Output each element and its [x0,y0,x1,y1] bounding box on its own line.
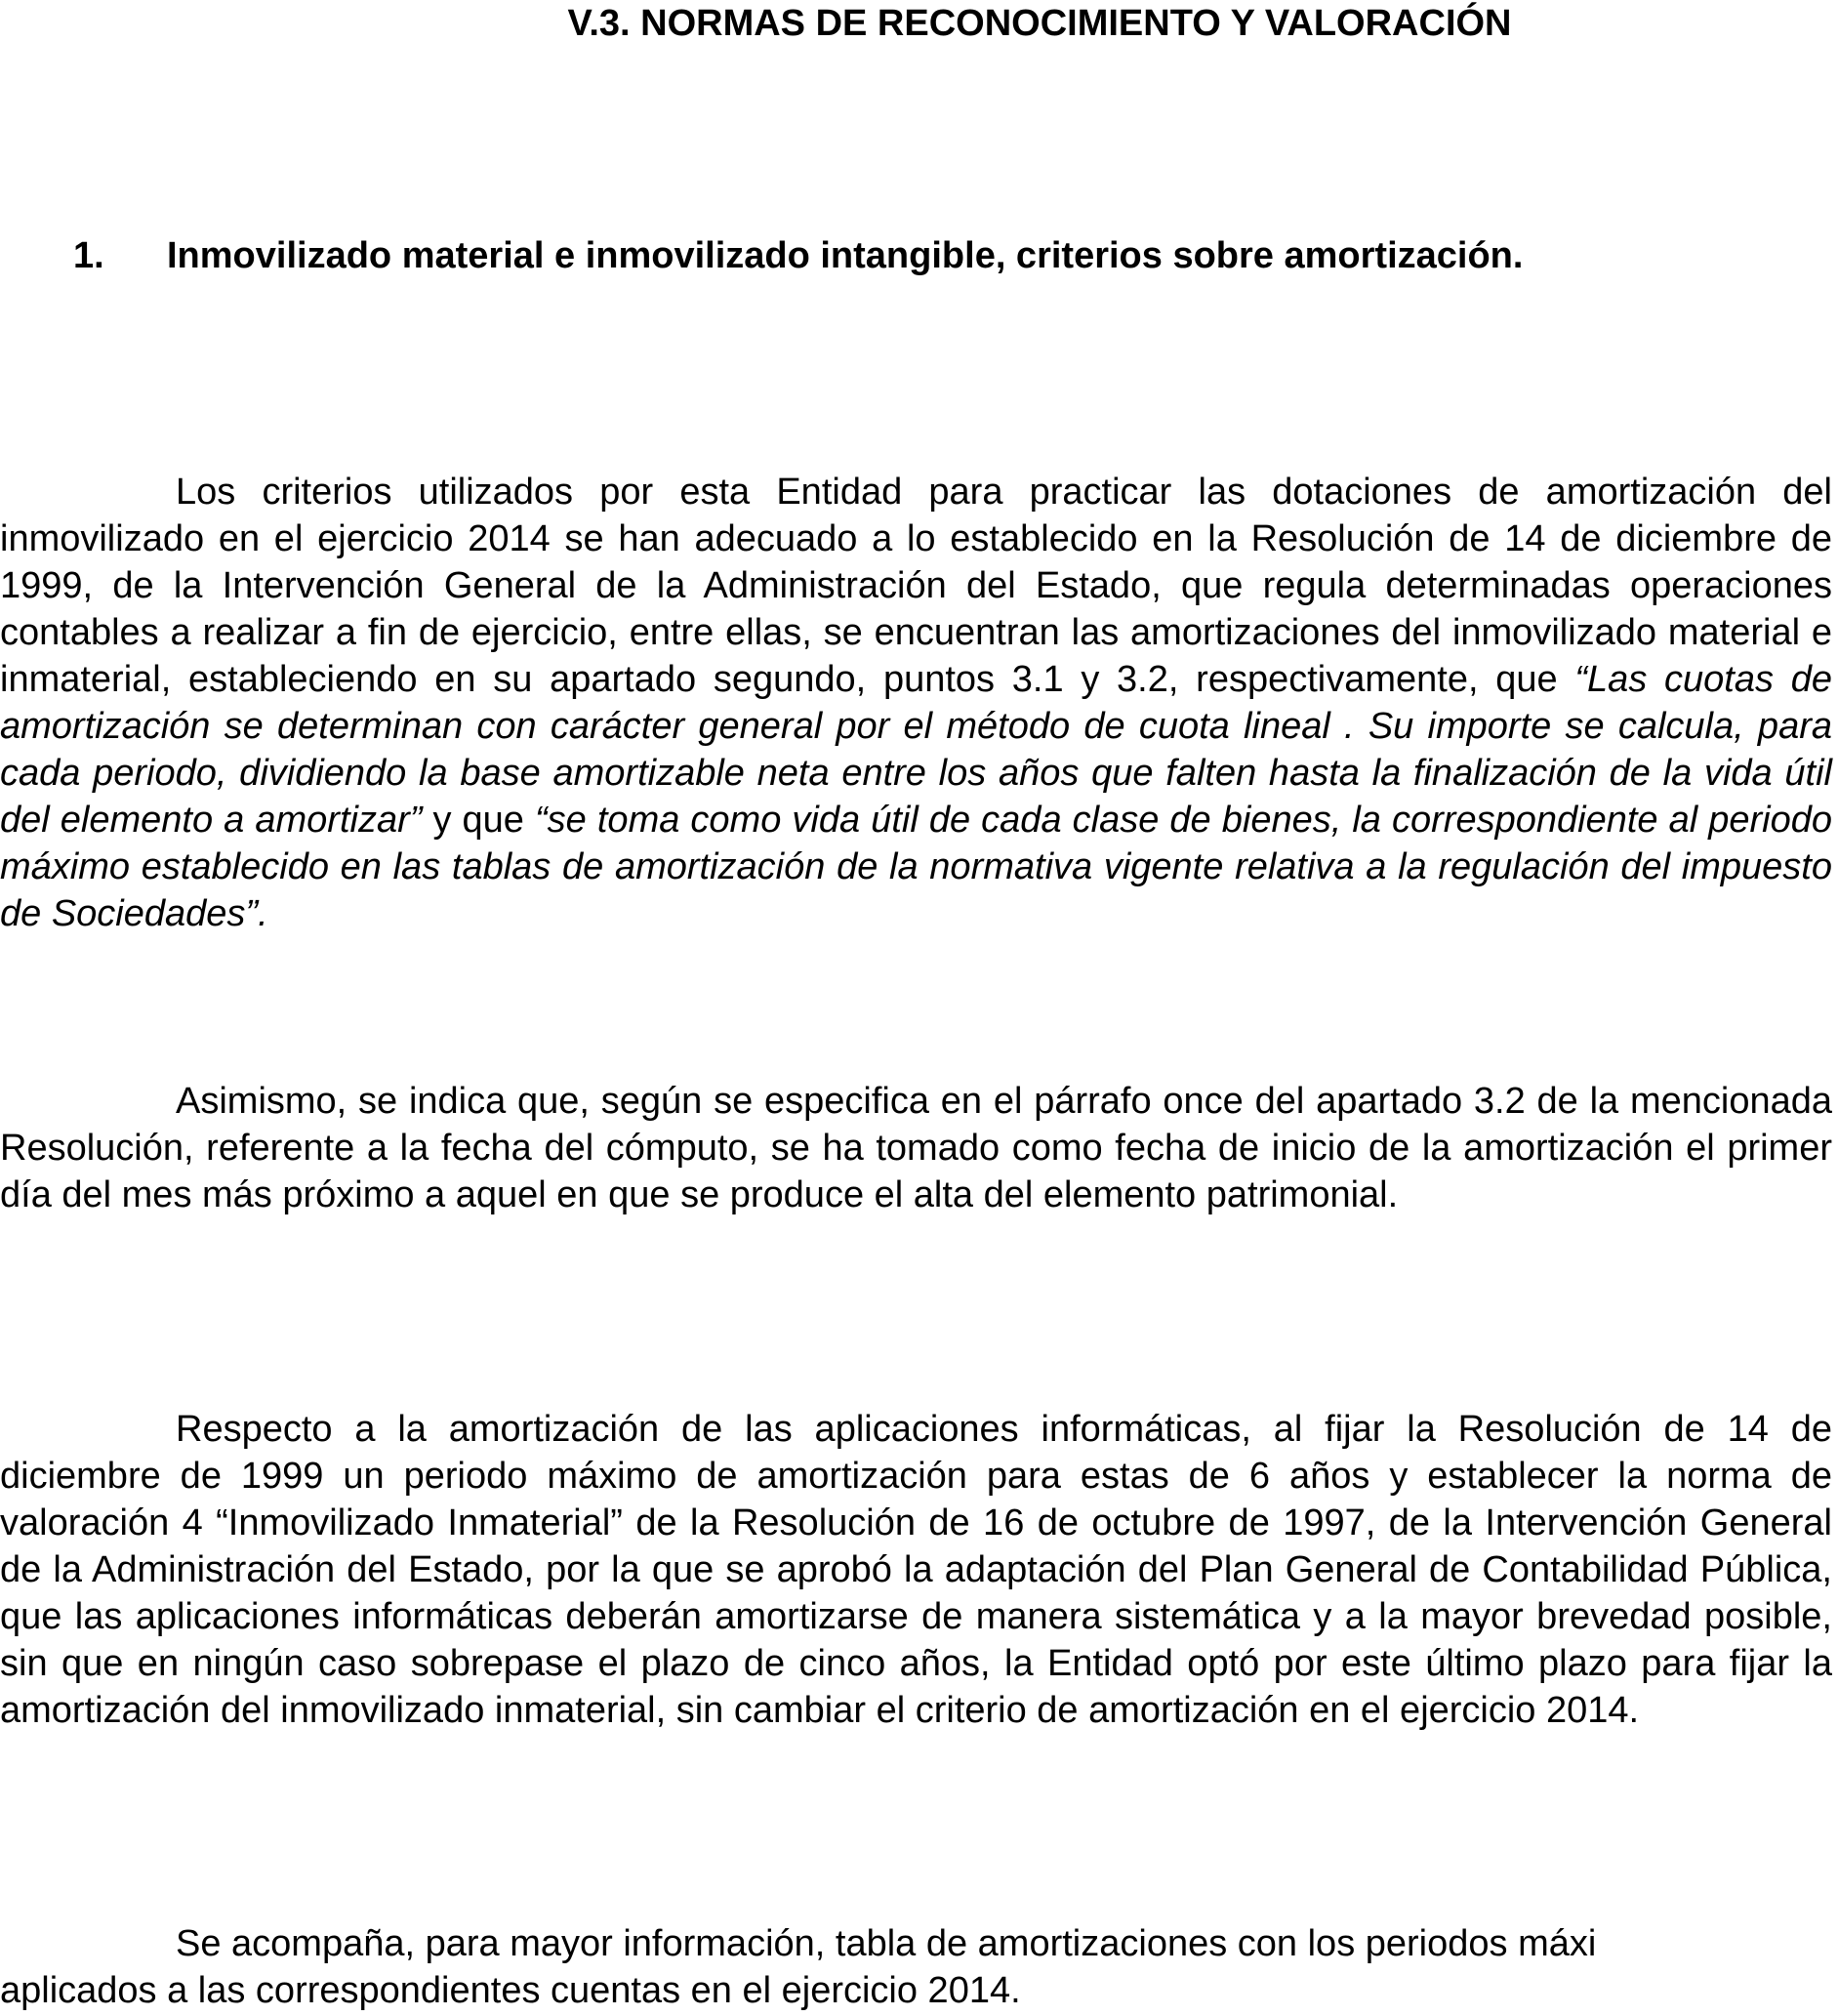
paragraph-table-reference [0,1920,1832,2014]
paragraph-text: Respecto a la amortización de las aplicaciones informáticas, al fijar la Resolución de 14 de diciembre de 1999 un periodo máximo de amortización para estas de 6 años y establecer la norma de valoración 4 “Inmovilizado Inmaterial” de la Resolución de 16 de octubre de 1997, de la Intervención General de la Administración del Estado, por la que se aprobó la adaptación del Plan General de Contabilidad Pública, que las aplicaciones informáticas deberán amortizarse de manera sistemática y a la mayor brevedad posible, sin que en ningún caso sobrepase el plazo de cinco años, la Entidad optó por este último plazo para fijar la amortización del inmovilizado inmaterial, sin cambiar el criterio de amortización en el ejercicio 2014. [0,1409,1832,1731]
paragraph-text: Los criterios utilizados por esta Entidad para practicar las dotaciones de amortización del inmovilizado en el ejercicio 2014 se han adecuado a lo establecido en la Resolución de 14 de diciembre de 1999, de la Intervención General de la Administración del Estado, que regula determinadas operaciones contables a realizar a fin de ejercicio, entre ellas, se encuentran las amortizaciones del inmovilizado material e inmaterial, estableciendo en su apartado segundo, puntos 3.1 y 3.2, respectivamente, que [0,472,1832,700]
paragraph-software-amortization [0,1406,1832,1734]
paragraph-text-line1: Se acompaña, para mayor información, tabla de amortizaciones con los periodos máxi [176,1923,1597,1964]
paragraph-amortization-criteria [0,469,1832,937]
paragraph-text: y que [422,800,536,841]
subsection-title: Inmovilizado material e inmovilizado intangible, criterios sobre amortización. [167,235,1524,276]
paragraph-start-date [0,1078,1832,1218]
quoted-text: “se toma como vida útil de cada clase de bienes, la correspondiente al periodo máximo establecido en las tablas de amortización de la normativa vigente relativa a la regulación del impuesto de Sociedades”. [0,800,1833,934]
quoted-text: “Las cuotas de amortización se determinan con carácter general por el método de cuota lineal . Su importe se calcula, para cada periodo, dividiendo la base amortizable neta entre los años que falten hasta la finalización de la vida útil del elemento a amortizar” [0,659,1832,841]
subsection-number: 1. [73,235,104,276]
section-title: V.3. NORMAS DE RECONOCIMIENTO Y VALORACIÓN [567,3,1512,44]
paragraph-text-line2: aplicados a las correspondientes cuentas en el ejercicio 2014. [0,1970,1021,2011]
paragraph-text: Asimismo, se indica que, según se especifica en el párrafo once del apartado 3.2 de la mencionada Resolución, referente a la fecha del cómputo, se ha tomado como fecha de inicio de la amortización el primer día del mes más próximo a aquel en que se produce el alta del elemento patrimonial. [0,1081,1832,1215]
subsection-heading [73,234,1523,277]
